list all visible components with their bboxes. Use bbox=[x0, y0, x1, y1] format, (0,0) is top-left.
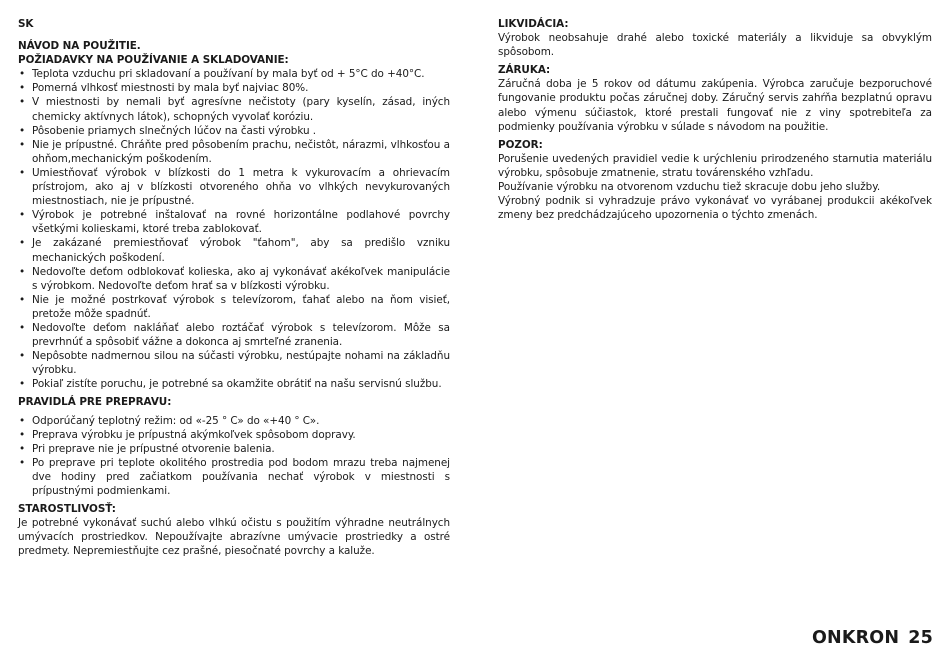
list-item: • Preprava výrobku je prípustná akýmkoľvek spôsobom dopravy. bbox=[18, 428, 450, 442]
warranty-text: Záručná doba je 5 rokov od dátumu zakúpenia. Výrobca zaručuje bezporuchové fungovanie produktu počas záručnej doby. Záručný servis zahŕňa bezplatnú opravu alebo výmenu súčiastok, ktoré prestali fungovať nie z viny spotrebiteľa za podmienky používania výrobku v súlade s návodom na použitie. bbox=[498, 78, 932, 133]
page-footer bbox=[812, 628, 933, 648]
disposal-text: Výrobok neobsahuje drahé alebo toxické materiály a likviduje sa obvyklým spôsobom. bbox=[498, 32, 932, 59]
list-item: • Pri preprave nie je prípustné otvorenie balenia. bbox=[18, 442, 450, 456]
transport-list bbox=[18, 414, 450, 499]
transport-heading: PRAVIDLÁ PRE PREPRAVU: bbox=[18, 396, 172, 409]
attention-text: Výrobný podnik si vyhradzuje právo vykonávať vo vyrábanej produkcii akékoľvek zmeny bez predchádzajúceho upozornenia o týchto zmenách. bbox=[498, 195, 932, 222]
care-heading: STAROSTLIVOSŤ: bbox=[18, 503, 116, 516]
manual-title: NÁVOD NA POUŽITIE. bbox=[18, 40, 141, 53]
care-text: Je potrebné vykonávať suchú alebo vlhkú očistu s použitím výhradne neutrálnych umývacích prostriedkov. Nepoužívajte abrazívne umývacie prostriedky a ostré predmety. Nepremiestňujte cez prašné, piesočnaté povrchy a kaluže. bbox=[18, 517, 450, 558]
requirements-heading: POŽIADAVKY NA POUŽÍVANIE A SKLADOVANIE: bbox=[18, 54, 289, 67]
language-code: SK bbox=[18, 18, 34, 30]
list-item: • Nedovoľte deťom odblokovať kolieska, ako aj vykonávať akékoľvek manipulácie s výrobkom. Nedovoľte deťom hrať sa v blízkosti výrobku. bbox=[18, 265, 450, 293]
list-item: • Nedovoľte deťom nakláňať alebo roztáčať výrobok s televízorom. Môže sa prevrhnúť a spôsobiť vážne a dokonca aj smrteľné zranenia. bbox=[18, 321, 450, 349]
list-item: • Pôsobenie priamych slnečných lúčov na časti výrobku . bbox=[18, 124, 450, 138]
list-item: • Po preprave pri teplote okolitého prostredia pod bodom mrazu treba najmenej dve hodiny pred začiatkom používania nechať výrobok v miestnosti s prípustnými podmienkami. bbox=[18, 456, 450, 498]
list-item: • Odporúčaný teplotný režim: od «-25 ° C» do «+40 ° C». bbox=[18, 414, 450, 428]
attention-text: Porušenie uvedených pravidiel vedie k urýchleniu prirodzeného starnutia materiálu výrobku, spôsobuje zmatnenie, stratu továrenského vzhľadu. bbox=[498, 152, 932, 179]
disposal-heading: LIKVIDÁCIA: bbox=[498, 18, 569, 30]
list-item: • Nie je prípustné. Chráňte pred pôsobením prachu, nečistôt, nárazmi, vlhkosťou a ohňom,mechanickým poškodením. bbox=[18, 138, 450, 166]
list-item: • Umiestňovať výrobok v blízkosti do 1 metra k vykurovacím a ohrievacím prístrojom, ako aj v blízkosti otvoreného ohňa vo vlhkých nevykurovaných miestnostiach, nie je prípustné. bbox=[18, 166, 450, 208]
right-column bbox=[498, 17, 932, 222]
attention-heading: POZOR: bbox=[498, 138, 543, 151]
brand-logo: ONKRON bbox=[811, 628, 900, 648]
list-item: • Pomerná vlhkosť miestnosti by mala byť najviac 80%. bbox=[18, 81, 450, 95]
list-item: • V miestnosti by nemali byť agresívne nečistoty (pary kyselín, zásad, iných chemicky aktívnych látok), schopných vyvolať koróziu. bbox=[18, 95, 450, 123]
attention-text: Používanie výrobku na otvorenom vzduchu tiež skracuje dobu jeho služby. bbox=[498, 181, 881, 194]
page-number: 25 bbox=[908, 628, 933, 648]
list-item: • Teplota vzduchu pri skladovaní a používaní by mala byť od + 5°C do +40°C. bbox=[18, 67, 450, 81]
list-item: • Je zakázané premiestňovať výrobok "ťahom", aby sa predišlo vzniku mechanických poškodení. bbox=[18, 236, 450, 264]
list-item: • Nie je možné postrkovať výrobok s televízorom, ťahať alebo na ňom visieť, pretože môže spadnúť. bbox=[18, 293, 450, 321]
list-item: • Nepôsobte nadmernou silou na súčasti výrobku, nestúpajte nohami na základňu výrobku. bbox=[18, 349, 450, 377]
list-item: • Pokiaľ zistíte poruchu, je potrebné sa okamžite obrátiť na našu servisnú službu. bbox=[18, 377, 450, 391]
warranty-heading: ZÁRUKA: bbox=[498, 64, 551, 77]
requirements-list bbox=[18, 67, 450, 391]
left-column bbox=[18, 17, 450, 558]
list-item: • Výrobok je potrebné inštalovať na rovné horizontálne podlahové povrchy všetkými kolieskami, ktoré treba zablokovať. bbox=[18, 208, 450, 236]
